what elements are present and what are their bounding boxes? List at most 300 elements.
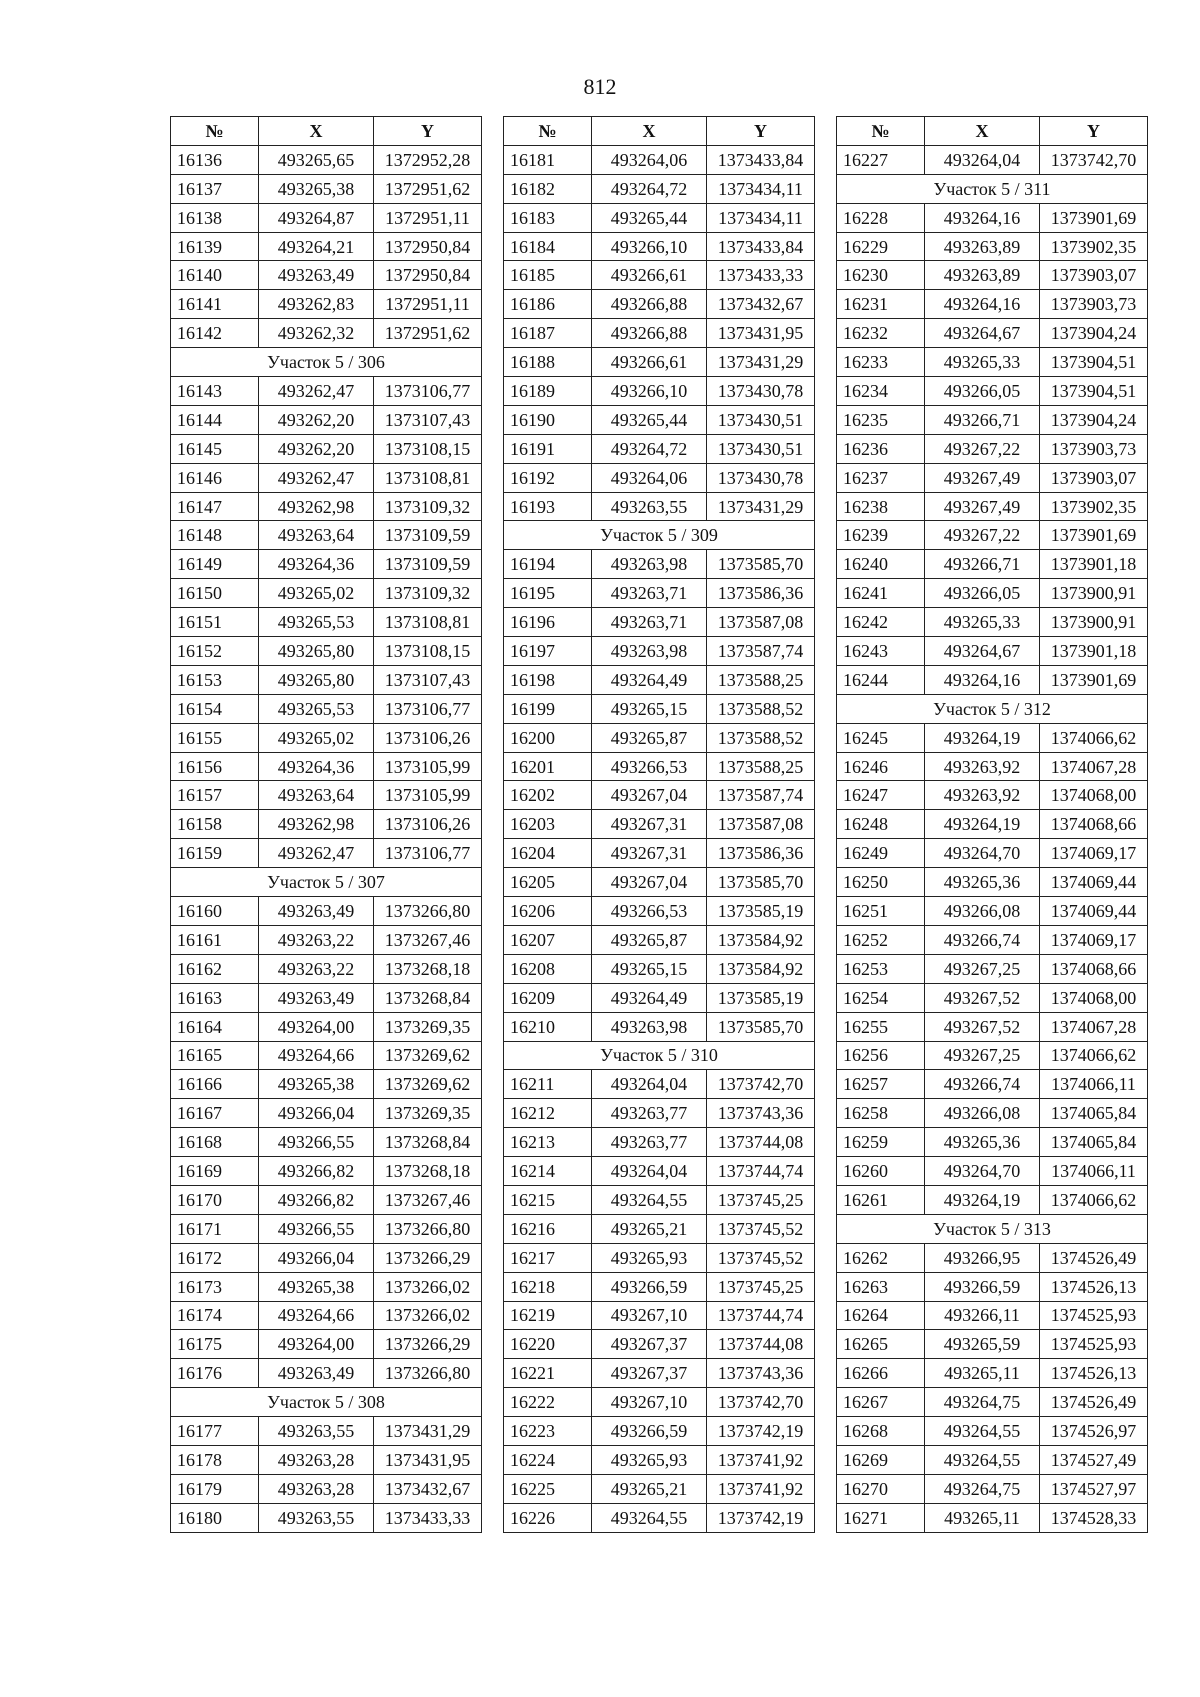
- point-number-cell: 16219: [504, 1301, 592, 1330]
- x-coordinate-cell: 493267,04: [592, 781, 707, 810]
- x-coordinate-cell: 493266,55: [259, 1128, 374, 1157]
- point-number-cell: 16215: [504, 1185, 592, 1214]
- y-coordinate-cell: 1373900,91: [1040, 608, 1148, 637]
- table-row: [837, 608, 1148, 637]
- y-coordinate-cell: 1373744,08: [707, 1128, 815, 1157]
- x-coordinate-cell: 493263,55: [259, 1417, 374, 1446]
- x-coordinate-cell: 493263,92: [925, 752, 1040, 781]
- x-coordinate-cell: 493263,89: [925, 232, 1040, 261]
- point-number-cell: 16161: [171, 925, 259, 954]
- y-coordinate-cell: 1373586,36: [707, 579, 815, 608]
- point-number-cell: 16268: [837, 1417, 925, 1446]
- point-number-cell: 16244: [837, 665, 925, 694]
- point-number-cell: 16210: [504, 1012, 592, 1041]
- y-coordinate-cell: 1373432,67: [707, 290, 815, 319]
- table-row: [837, 377, 1148, 406]
- point-number-cell: 16259: [837, 1128, 925, 1157]
- x-coordinate-cell: 493265,21: [592, 1214, 707, 1243]
- x-coordinate-cell: 493266,05: [925, 377, 1040, 406]
- y-coordinate-cell: 1373587,74: [707, 637, 815, 666]
- y-coordinate-cell: 1373107,43: [374, 405, 482, 434]
- point-number-cell: 16229: [837, 232, 925, 261]
- table-row: [171, 521, 482, 550]
- point-number-cell: 16163: [171, 983, 259, 1012]
- x-coordinate-cell: 493266,71: [925, 405, 1040, 434]
- x-coordinate-cell: 493263,22: [259, 954, 374, 983]
- table-row: [504, 203, 815, 232]
- y-coordinate-cell: 1373266,80: [374, 1214, 482, 1243]
- y-coordinate-cell: 1373584,92: [707, 954, 815, 983]
- table-row: [171, 492, 482, 521]
- table-row: [504, 492, 815, 521]
- y-coordinate-cell: 1373588,52: [707, 694, 815, 723]
- x-coordinate-cell: 493266,59: [592, 1417, 707, 1446]
- x-coordinate-cell: 493266,05: [925, 579, 1040, 608]
- table-row: [504, 925, 815, 954]
- table-row: [171, 1359, 482, 1388]
- x-coordinate-cell: 493264,16: [925, 290, 1040, 319]
- y-coordinate-cell: 1374069,17: [1040, 925, 1148, 954]
- point-number-cell: 16231: [837, 290, 925, 319]
- coordinate-table-3: [836, 116, 1148, 1533]
- header-number: №: [504, 117, 592, 146]
- x-coordinate-cell: 493266,08: [925, 897, 1040, 926]
- point-number-cell: 16234: [837, 377, 925, 406]
- point-number-cell: 16146: [171, 463, 259, 492]
- table-row: [837, 1243, 1148, 1272]
- y-coordinate-cell: 1372950,84: [374, 232, 482, 261]
- x-coordinate-cell: 493263,49: [259, 983, 374, 1012]
- point-number-cell: 16199: [504, 694, 592, 723]
- y-coordinate-cell: 1373433,84: [707, 232, 815, 261]
- y-coordinate-cell: 1373108,15: [374, 637, 482, 666]
- table-row: [837, 463, 1148, 492]
- x-coordinate-cell: 493266,95: [925, 1243, 1040, 1272]
- y-coordinate-cell: 1374069,17: [1040, 839, 1148, 868]
- y-coordinate-cell: 1372951,11: [374, 290, 482, 319]
- table-row: [171, 579, 482, 608]
- x-coordinate-cell: 493267,25: [925, 1041, 1040, 1070]
- point-number-cell: 16216: [504, 1214, 592, 1243]
- y-coordinate-cell: 1374527,49: [1040, 1445, 1148, 1474]
- y-coordinate-cell: 1374526,49: [1040, 1388, 1148, 1417]
- y-coordinate-cell: 1373584,92: [707, 925, 815, 954]
- section-title: Участок 5 / 308: [171, 1388, 482, 1417]
- table-row: [504, 1417, 815, 1446]
- x-coordinate-cell: 493266,82: [259, 1185, 374, 1214]
- x-coordinate-cell: 493264,19: [925, 810, 1040, 839]
- point-number-cell: 16160: [171, 897, 259, 926]
- table-row: [504, 1388, 815, 1417]
- table-row: [837, 839, 1148, 868]
- x-coordinate-cell: 493264,16: [925, 203, 1040, 232]
- point-number-cell: 16255: [837, 1012, 925, 1041]
- table-row: [504, 983, 815, 1012]
- y-coordinate-cell: 1373904,51: [1040, 377, 1148, 406]
- y-coordinate-cell: 1373108,15: [374, 434, 482, 463]
- table-row: [837, 1012, 1148, 1041]
- section-row: [171, 868, 482, 897]
- x-coordinate-cell: 493265,38: [259, 1070, 374, 1099]
- y-coordinate-cell: 1374066,11: [1040, 1070, 1148, 1099]
- point-number-cell: 16189: [504, 377, 592, 406]
- x-coordinate-cell: 493264,21: [259, 232, 374, 261]
- x-coordinate-cell: 493267,25: [925, 954, 1040, 983]
- point-number-cell: 16235: [837, 405, 925, 434]
- table-row: [504, 1243, 815, 1272]
- point-number-cell: 16136: [171, 145, 259, 174]
- point-number-cell: 16227: [837, 145, 925, 174]
- point-number-cell: 16165: [171, 1041, 259, 1070]
- y-coordinate-cell: 1374526,49: [1040, 1243, 1148, 1272]
- y-coordinate-cell: 1373902,35: [1040, 492, 1148, 521]
- y-coordinate-cell: 1373901,69: [1040, 665, 1148, 694]
- point-number-cell: 16203: [504, 810, 592, 839]
- point-number-cell: 16263: [837, 1272, 925, 1301]
- table-row: [837, 1128, 1148, 1157]
- x-coordinate-cell: 493266,10: [592, 377, 707, 406]
- y-coordinate-cell: 1372952,28: [374, 145, 482, 174]
- y-coordinate-cell: 1373745,52: [707, 1243, 815, 1272]
- point-number-cell: 16240: [837, 550, 925, 579]
- table-header-row: [837, 117, 1148, 146]
- y-coordinate-cell: 1373742,19: [707, 1417, 815, 1446]
- x-coordinate-cell: 493264,67: [925, 637, 1040, 666]
- x-coordinate-cell: 493265,93: [592, 1445, 707, 1474]
- y-coordinate-cell: 1373266,02: [374, 1272, 482, 1301]
- table-row: [504, 1359, 815, 1388]
- point-number-cell: 16206: [504, 897, 592, 926]
- table-row: [171, 1157, 482, 1186]
- point-number-cell: 16221: [504, 1359, 592, 1388]
- x-coordinate-cell: 493264,04: [925, 145, 1040, 174]
- y-coordinate-cell: 1373269,35: [374, 1099, 482, 1128]
- point-number-cell: 16173: [171, 1272, 259, 1301]
- table-row: [837, 145, 1148, 174]
- section-row: [504, 1041, 815, 1070]
- table-row: [504, 434, 815, 463]
- x-coordinate-cell: 493264,36: [259, 550, 374, 579]
- y-coordinate-cell: 1373904,51: [1040, 348, 1148, 377]
- section-title: Участок 5 / 313: [837, 1214, 1148, 1243]
- y-coordinate-cell: 1373901,18: [1040, 550, 1148, 579]
- table-row: [837, 983, 1148, 1012]
- y-coordinate-cell: 1373744,74: [707, 1301, 815, 1330]
- point-number-cell: 16192: [504, 463, 592, 492]
- y-coordinate-cell: 1374069,44: [1040, 868, 1148, 897]
- y-coordinate-cell: 1374068,66: [1040, 954, 1148, 983]
- y-coordinate-cell: 1373431,95: [374, 1445, 482, 1474]
- y-coordinate-cell: 1373266,80: [374, 897, 482, 926]
- y-coordinate-cell: 1374067,28: [1040, 1012, 1148, 1041]
- table-row: [837, 1445, 1148, 1474]
- y-coordinate-cell: 1372951,62: [374, 319, 482, 348]
- x-coordinate-cell: 493266,88: [592, 319, 707, 348]
- x-coordinate-cell: 493264,06: [592, 145, 707, 174]
- table-row: [171, 1474, 482, 1503]
- x-coordinate-cell: 493263,49: [259, 897, 374, 926]
- y-coordinate-cell: 1372951,62: [374, 174, 482, 203]
- x-coordinate-cell: 493265,38: [259, 1272, 374, 1301]
- point-number-cell: 16166: [171, 1070, 259, 1099]
- table-row: [504, 1157, 815, 1186]
- table-row: [837, 348, 1148, 377]
- table-row: [504, 868, 815, 897]
- point-number-cell: 16242: [837, 608, 925, 637]
- y-coordinate-cell: 1373904,24: [1040, 405, 1148, 434]
- table-row: [171, 925, 482, 954]
- x-coordinate-cell: 493267,31: [592, 810, 707, 839]
- table-row: [504, 1214, 815, 1243]
- section-row: [837, 174, 1148, 203]
- table-row: [171, 1330, 482, 1359]
- y-coordinate-cell: 1374525,93: [1040, 1330, 1148, 1359]
- y-coordinate-cell: 1373434,11: [707, 174, 815, 203]
- y-coordinate-cell: 1373585,70: [707, 1012, 815, 1041]
- table-row: [837, 1041, 1148, 1070]
- x-coordinate-cell: 493263,55: [592, 492, 707, 521]
- x-coordinate-cell: 493263,55: [259, 1503, 374, 1532]
- y-coordinate-cell: 1373106,77: [374, 839, 482, 868]
- x-coordinate-cell: 493266,61: [592, 261, 707, 290]
- y-coordinate-cell: 1373269,62: [374, 1041, 482, 1070]
- point-number-cell: 16218: [504, 1272, 592, 1301]
- y-coordinate-cell: 1373585,19: [707, 983, 815, 1012]
- table-row: [171, 608, 482, 637]
- table-row: [504, 261, 815, 290]
- table-row: [837, 1272, 1148, 1301]
- x-coordinate-cell: 493263,28: [259, 1445, 374, 1474]
- point-number-cell: 16188: [504, 348, 592, 377]
- table-row: [504, 145, 815, 174]
- table-row: [837, 521, 1148, 550]
- y-coordinate-cell: 1373904,24: [1040, 319, 1148, 348]
- table-row: [837, 261, 1148, 290]
- x-coordinate-cell: 493266,59: [925, 1272, 1040, 1301]
- point-number-cell: 16261: [837, 1185, 925, 1214]
- y-coordinate-cell: 1374525,93: [1040, 1301, 1148, 1330]
- y-coordinate-cell: 1373433,84: [707, 145, 815, 174]
- x-coordinate-cell: 493264,04: [592, 1157, 707, 1186]
- point-number-cell: 16251: [837, 897, 925, 926]
- table-row: [171, 752, 482, 781]
- table-row: [504, 839, 815, 868]
- point-number-cell: 16270: [837, 1474, 925, 1503]
- point-number-cell: 16172: [171, 1243, 259, 1272]
- table-row: [171, 232, 482, 261]
- x-coordinate-cell: 493266,88: [592, 290, 707, 319]
- y-coordinate-cell: 1373588,25: [707, 752, 815, 781]
- y-coordinate-cell: 1373431,29: [374, 1417, 482, 1446]
- point-number-cell: 16180: [171, 1503, 259, 1532]
- y-coordinate-cell: 1373742,70: [1040, 145, 1148, 174]
- point-number-cell: 16150: [171, 579, 259, 608]
- coordinate-table-1: [170, 116, 482, 1533]
- x-coordinate-cell: 493262,47: [259, 377, 374, 406]
- y-coordinate-cell: 1374066,11: [1040, 1157, 1148, 1186]
- y-coordinate-cell: 1373585,19: [707, 897, 815, 926]
- point-number-cell: 16157: [171, 781, 259, 810]
- point-number-cell: 16194: [504, 550, 592, 579]
- table-row: [504, 1474, 815, 1503]
- x-coordinate-cell: 493264,70: [925, 1157, 1040, 1186]
- y-coordinate-cell: 1373266,29: [374, 1243, 482, 1272]
- table-row: [171, 1417, 482, 1446]
- y-coordinate-cell: 1373901,69: [1040, 521, 1148, 550]
- table-row: [171, 1012, 482, 1041]
- x-coordinate-cell: 493264,04: [592, 1070, 707, 1099]
- table-row: [837, 665, 1148, 694]
- y-coordinate-cell: 1373107,43: [374, 665, 482, 694]
- table-row: [171, 1128, 482, 1157]
- point-number-cell: 16200: [504, 723, 592, 752]
- table-row: [837, 810, 1148, 839]
- table-row: [504, 377, 815, 406]
- point-number-cell: 16241: [837, 579, 925, 608]
- table-row: [504, 1070, 815, 1099]
- point-number-cell: 16154: [171, 694, 259, 723]
- point-number-cell: 16201: [504, 752, 592, 781]
- point-number-cell: 16147: [171, 492, 259, 521]
- point-number-cell: 16226: [504, 1503, 592, 1532]
- section-row: [837, 1214, 1148, 1243]
- x-coordinate-cell: 493263,89: [925, 261, 1040, 290]
- y-coordinate-cell: 1373105,99: [374, 781, 482, 810]
- point-number-cell: 16174: [171, 1301, 259, 1330]
- y-coordinate-cell: 1372950,84: [374, 261, 482, 290]
- x-coordinate-cell: 493264,55: [925, 1445, 1040, 1474]
- point-number-cell: 16247: [837, 781, 925, 810]
- point-number-cell: 16183: [504, 203, 592, 232]
- header-x: X: [592, 117, 707, 146]
- x-coordinate-cell: 493263,49: [259, 1359, 374, 1388]
- y-coordinate-cell: 1373744,74: [707, 1157, 815, 1186]
- point-number-cell: 16148: [171, 521, 259, 550]
- x-coordinate-cell: 493265,33: [925, 348, 1040, 377]
- x-coordinate-cell: 493263,77: [592, 1099, 707, 1128]
- table-row: [504, 608, 815, 637]
- point-number-cell: 16181: [504, 145, 592, 174]
- point-number-cell: 16170: [171, 1185, 259, 1214]
- x-coordinate-cell: 493264,06: [592, 463, 707, 492]
- y-coordinate-cell: 1373430,78: [707, 463, 815, 492]
- point-number-cell: 16213: [504, 1128, 592, 1157]
- point-number-cell: 16145: [171, 434, 259, 463]
- y-coordinate-cell: 1372951,11: [374, 203, 482, 232]
- point-number-cell: 16151: [171, 608, 259, 637]
- table-row: [171, 1099, 482, 1128]
- table-row: [837, 723, 1148, 752]
- table-row: [837, 290, 1148, 319]
- x-coordinate-cell: 493265,11: [925, 1359, 1040, 1388]
- y-coordinate-cell: 1373268,84: [374, 983, 482, 1012]
- point-number-cell: 16169: [171, 1157, 259, 1186]
- x-coordinate-cell: 493267,49: [925, 492, 1040, 521]
- point-number-cell: 16164: [171, 1012, 259, 1041]
- table-row: [171, 954, 482, 983]
- y-coordinate-cell: 1373743,36: [707, 1359, 815, 1388]
- y-coordinate-cell: 1373901,18: [1040, 637, 1148, 666]
- x-coordinate-cell: 493266,55: [259, 1214, 374, 1243]
- y-coordinate-cell: 1373105,99: [374, 752, 482, 781]
- x-coordinate-cell: 493265,33: [925, 608, 1040, 637]
- point-number-cell: 16158: [171, 810, 259, 839]
- x-coordinate-cell: 493267,37: [592, 1359, 707, 1388]
- point-number-cell: 16190: [504, 405, 592, 434]
- x-coordinate-cell: 493267,52: [925, 983, 1040, 1012]
- y-coordinate-cell: 1373744,08: [707, 1330, 815, 1359]
- x-coordinate-cell: 493262,98: [259, 810, 374, 839]
- x-coordinate-cell: 493264,87: [259, 203, 374, 232]
- x-coordinate-cell: 493262,83: [259, 290, 374, 319]
- table-row: [504, 723, 815, 752]
- y-coordinate-cell: 1373587,08: [707, 608, 815, 637]
- point-number-cell: 16178: [171, 1445, 259, 1474]
- x-coordinate-cell: 493264,66: [259, 1301, 374, 1330]
- table-row: [171, 1272, 482, 1301]
- x-coordinate-cell: 493265,21: [592, 1474, 707, 1503]
- section-row: [171, 348, 482, 377]
- header-x: X: [259, 117, 374, 146]
- header-number: №: [171, 117, 259, 146]
- x-coordinate-cell: 493267,22: [925, 434, 1040, 463]
- table-row: [171, 377, 482, 406]
- point-number-cell: 16176: [171, 1359, 259, 1388]
- point-number-cell: 16162: [171, 954, 259, 983]
- x-coordinate-cell: 493263,98: [592, 1012, 707, 1041]
- x-coordinate-cell: 493266,71: [925, 550, 1040, 579]
- x-coordinate-cell: 493265,93: [592, 1243, 707, 1272]
- y-coordinate-cell: 1373903,73: [1040, 434, 1148, 463]
- table-row: [504, 319, 815, 348]
- table-row: [171, 1070, 482, 1099]
- y-coordinate-cell: 1373431,29: [707, 492, 815, 521]
- y-coordinate-cell: 1374527,97: [1040, 1474, 1148, 1503]
- y-coordinate-cell: 1373430,51: [707, 434, 815, 463]
- point-number-cell: 16139: [171, 232, 259, 261]
- y-coordinate-cell: 1374066,62: [1040, 723, 1148, 752]
- table-row: [504, 463, 815, 492]
- x-coordinate-cell: 493264,00: [259, 1330, 374, 1359]
- point-number-cell: 16243: [837, 637, 925, 666]
- table-row: [171, 1214, 482, 1243]
- point-number-cell: 16271: [837, 1503, 925, 1532]
- x-coordinate-cell: 493264,75: [925, 1474, 1040, 1503]
- point-number-cell: 16254: [837, 983, 925, 1012]
- point-number-cell: 16195: [504, 579, 592, 608]
- point-number-cell: 16265: [837, 1330, 925, 1359]
- point-number-cell: 16198: [504, 665, 592, 694]
- table-row: [837, 637, 1148, 666]
- point-number-cell: 16238: [837, 492, 925, 521]
- section-row: [837, 694, 1148, 723]
- table-row: [837, 203, 1148, 232]
- x-coordinate-cell: 493264,75: [925, 1388, 1040, 1417]
- y-coordinate-cell: 1373434,11: [707, 203, 815, 232]
- y-coordinate-cell: 1373266,29: [374, 1330, 482, 1359]
- table-row: [171, 261, 482, 290]
- table-row: [837, 1503, 1148, 1532]
- point-number-cell: 16214: [504, 1157, 592, 1186]
- x-coordinate-cell: 493266,59: [592, 1272, 707, 1301]
- x-coordinate-cell: 493262,47: [259, 839, 374, 868]
- y-coordinate-cell: 1374065,84: [1040, 1099, 1148, 1128]
- x-coordinate-cell: 493262,32: [259, 319, 374, 348]
- table-row: [504, 810, 815, 839]
- table-row: [504, 232, 815, 261]
- table-header-row: [504, 117, 815, 146]
- table-row: [837, 1099, 1148, 1128]
